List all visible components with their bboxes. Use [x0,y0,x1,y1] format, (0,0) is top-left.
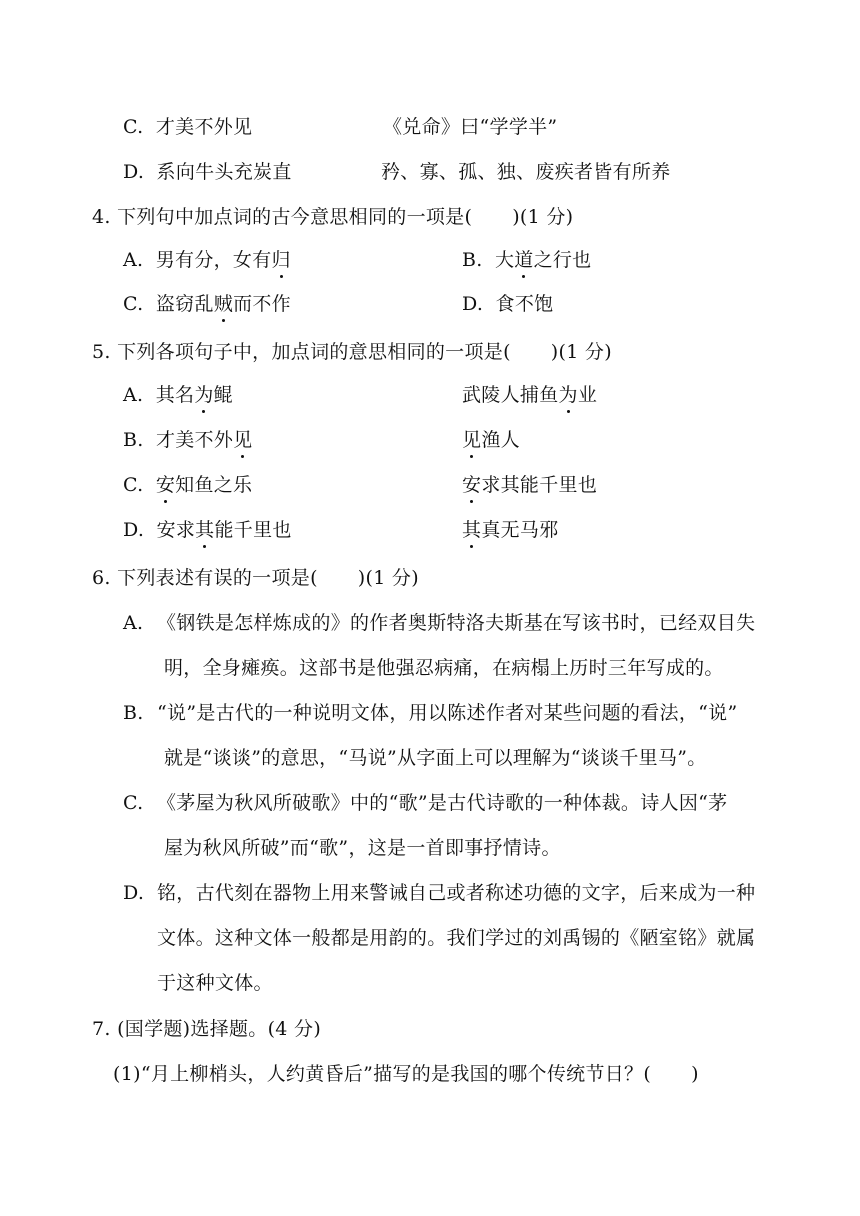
q6-option-c-label: C. [123,792,144,814]
q4-stem: 4. 下列句中加点词的古今意思相同的一项是( )(1 分) [92,206,574,228]
dotted-word: 为 [194,384,214,406]
q5-option-d: D. 安求其能千里也 [123,519,292,541]
q6-option-b-line2: 就是“谈谈”的意思，“马说”从字面上可以理解为“谈谈千里马”。 [164,747,707,769]
option-text: 系向牛头充炭直 [156,161,292,183]
q6-option-c-line1: 《茅屋为秋风所破歌》中的“歌”是古代诗歌的一种体裁。诗人因“茅 [157,792,728,814]
dotted-word: 安 [462,474,482,496]
q6-option-a-label: A. [123,612,144,634]
q6-stem: 6. 下列表述有误的一项是( )(1 分) [92,567,419,589]
q6-option-c-line2: 屋为秋风所破”而“歌”，这是一首即事抒情诗。 [164,837,561,859]
q5-option-d-pair: 其真无马邪 [462,519,559,541]
option-text: 才美不外见 [155,116,253,138]
q7-sub1: (1)“月上柳梢头，人约黄昏后”描写的是我国的哪个传统节日？( ) [113,1063,699,1085]
q3-option-c [123,115,252,139]
option-label: D. [123,161,145,183]
q4-option-d: D. 食不饱 [462,293,554,315]
dotted-word: 安 [155,474,176,496]
dotted-word: 其 [462,519,482,541]
dotted-word: 归 [271,249,291,271]
q4-option-a: A. 男有分，女有归 [123,249,291,271]
q7-stem: 7. (国学题)选择题。(4 分) [92,1018,322,1040]
q4-option-c: C. 盗窃乱贼而不作 [123,293,291,315]
q5-stem: 5. 下列各项句子中，加点词的意思相同的一项是( )(1 分) [92,341,612,363]
q5-option-c: C. 安知鱼之乐 [123,474,253,496]
dotted-word: 见 [233,429,253,451]
q6-option-a-line2: 明，全身瘫痪。这部书是他强忍病痛，在病榻上历时三年写成的。 [164,657,724,679]
q6-option-d-line3: 于这种文体。 [157,972,273,994]
q6-option-d-line2: 文体。这种文体一般都是用韵的。我们学过的刘禹锡的《陋室铭》就属 [157,927,756,949]
dotted-word: 贼 [213,293,234,315]
dotted-word: 为 [558,384,578,406]
q6-option-a-line1: 《钢铁是怎样炼成的》的作者奥斯特洛夫斯基在写该书时，已经双目失 [157,612,756,634]
q3-option-d [123,160,292,184]
q4-option-b: B. 大道之行也 [462,249,592,271]
q5-option-b-pair: 见渔人 [462,429,520,451]
dotted-word: 其 [195,519,215,541]
q6-option-b-line1: “说”是古代的一种说明文体，用以陈述作者对某些问题的看法，“说” [157,702,738,724]
dotted-word: 见 [462,429,482,451]
q5-option-b: B. 才美不外见 [123,429,253,451]
q5-option-a: A. 其名为鲲 [123,384,233,406]
q6-option-b-label: B. [123,702,144,724]
q5-option-a-pair: 武陵人捕鱼为业 [462,384,598,406]
q3-option-c-pair: 《兑命》曰“学学半” [383,116,558,138]
option-label: C. [123,116,144,138]
dotted-word: 道 [514,249,534,271]
q6-option-d-label: D. [123,882,145,904]
q3-option-d-pair: 矜、寡、孤、独、废疾者皆有所养 [381,161,671,183]
q5-option-c-pair: 安求其能千里也 [462,474,598,496]
q6-option-d-line1: 铭，古代刻在器物上用来警诫自己或者称述功德的文字，后来成为一种 [157,882,756,904]
